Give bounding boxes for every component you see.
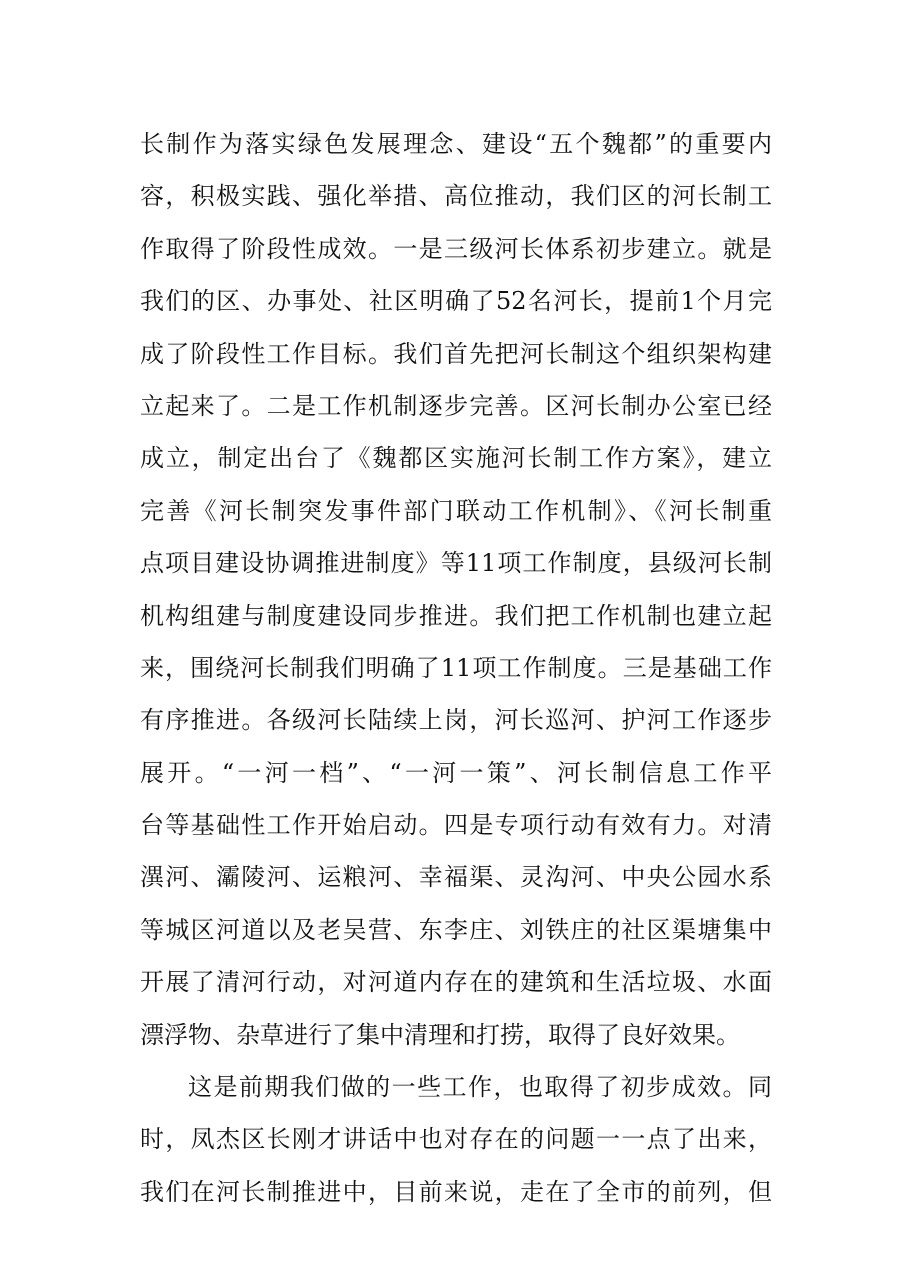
text-line: 点项目建设协调推进制度》等11项工作制度，县级河长制: [140, 549, 772, 578]
text-line-last: 漂浮物、杂草进行了集中清理和打捞，取得了良好效果。: [140, 1020, 740, 1049]
text-line: 开展了清河行动，对河道内存在的建筑和生活垃圾、水面: [140, 968, 772, 997]
text-line: 有序推进。各级河长陆续上岗，河长巡河、护河工作逐步: [140, 706, 772, 735]
text-line: 立起来了。二是工作机制逐步完善。区河长制办公室已经: [140, 391, 772, 420]
text-line: 成立，制定出台了《魏都区实施河长制工作方案》，建立: [140, 444, 772, 473]
text-line: 我们在河长制推进中，目前来说，走在了全市的前列，但: [140, 1177, 772, 1206]
text-line: 成了阶段性工作目标。我们首先把河长制这个组织架构建: [140, 339, 772, 368]
document-body: [140, 118, 772, 1218]
text-line: 我们的区、办事处、社区明确了52名河长，提前1个月完: [140, 287, 772, 316]
text-line: 台等基础性工作开始启动。四是专项行动有效有力。对清: [140, 811, 772, 840]
text-line: 潩河、灞陵河、运粮河、幸福渠、灵沟河、中央公园水系: [140, 863, 772, 892]
text-line: 机构组建与制度建设同步推进。我们把工作机制也建立起: [140, 601, 772, 630]
text-line-indented: 这是前期我们做的一些工作，也取得了初步成效。同: [188, 1073, 772, 1102]
text-line: 等城区河道以及老吴营、东李庄、刘铁庄的社区渠塘集中: [140, 915, 772, 944]
text-line: 展开。“一河一档”、“一河一策”、河长制信息工作平: [140, 758, 772, 787]
text-line: 来，围绕河长制我们明确了11项工作制度。三是基础工作: [140, 653, 772, 682]
text-line: 长制作为落实绿色发展理念、建设“五个魏都”的重要内: [140, 130, 772, 158]
text-line: 时，凤杰区长刚才讲话中也对存在的问题一一点了出来，: [140, 1125, 772, 1154]
text-line: 作取得了阶段性成效。一是三级河长体系初步建立。就是: [140, 234, 772, 263]
paragraph-1: [140, 118, 772, 1061]
text-line: 容，积极实践、强化举措、高位推动，我们区的河长制工: [140, 182, 772, 211]
paragraph-2: [140, 1061, 772, 1218]
text-line: 完善《河长制突发事件部门联动工作机制》、《河长制重: [140, 496, 772, 525]
